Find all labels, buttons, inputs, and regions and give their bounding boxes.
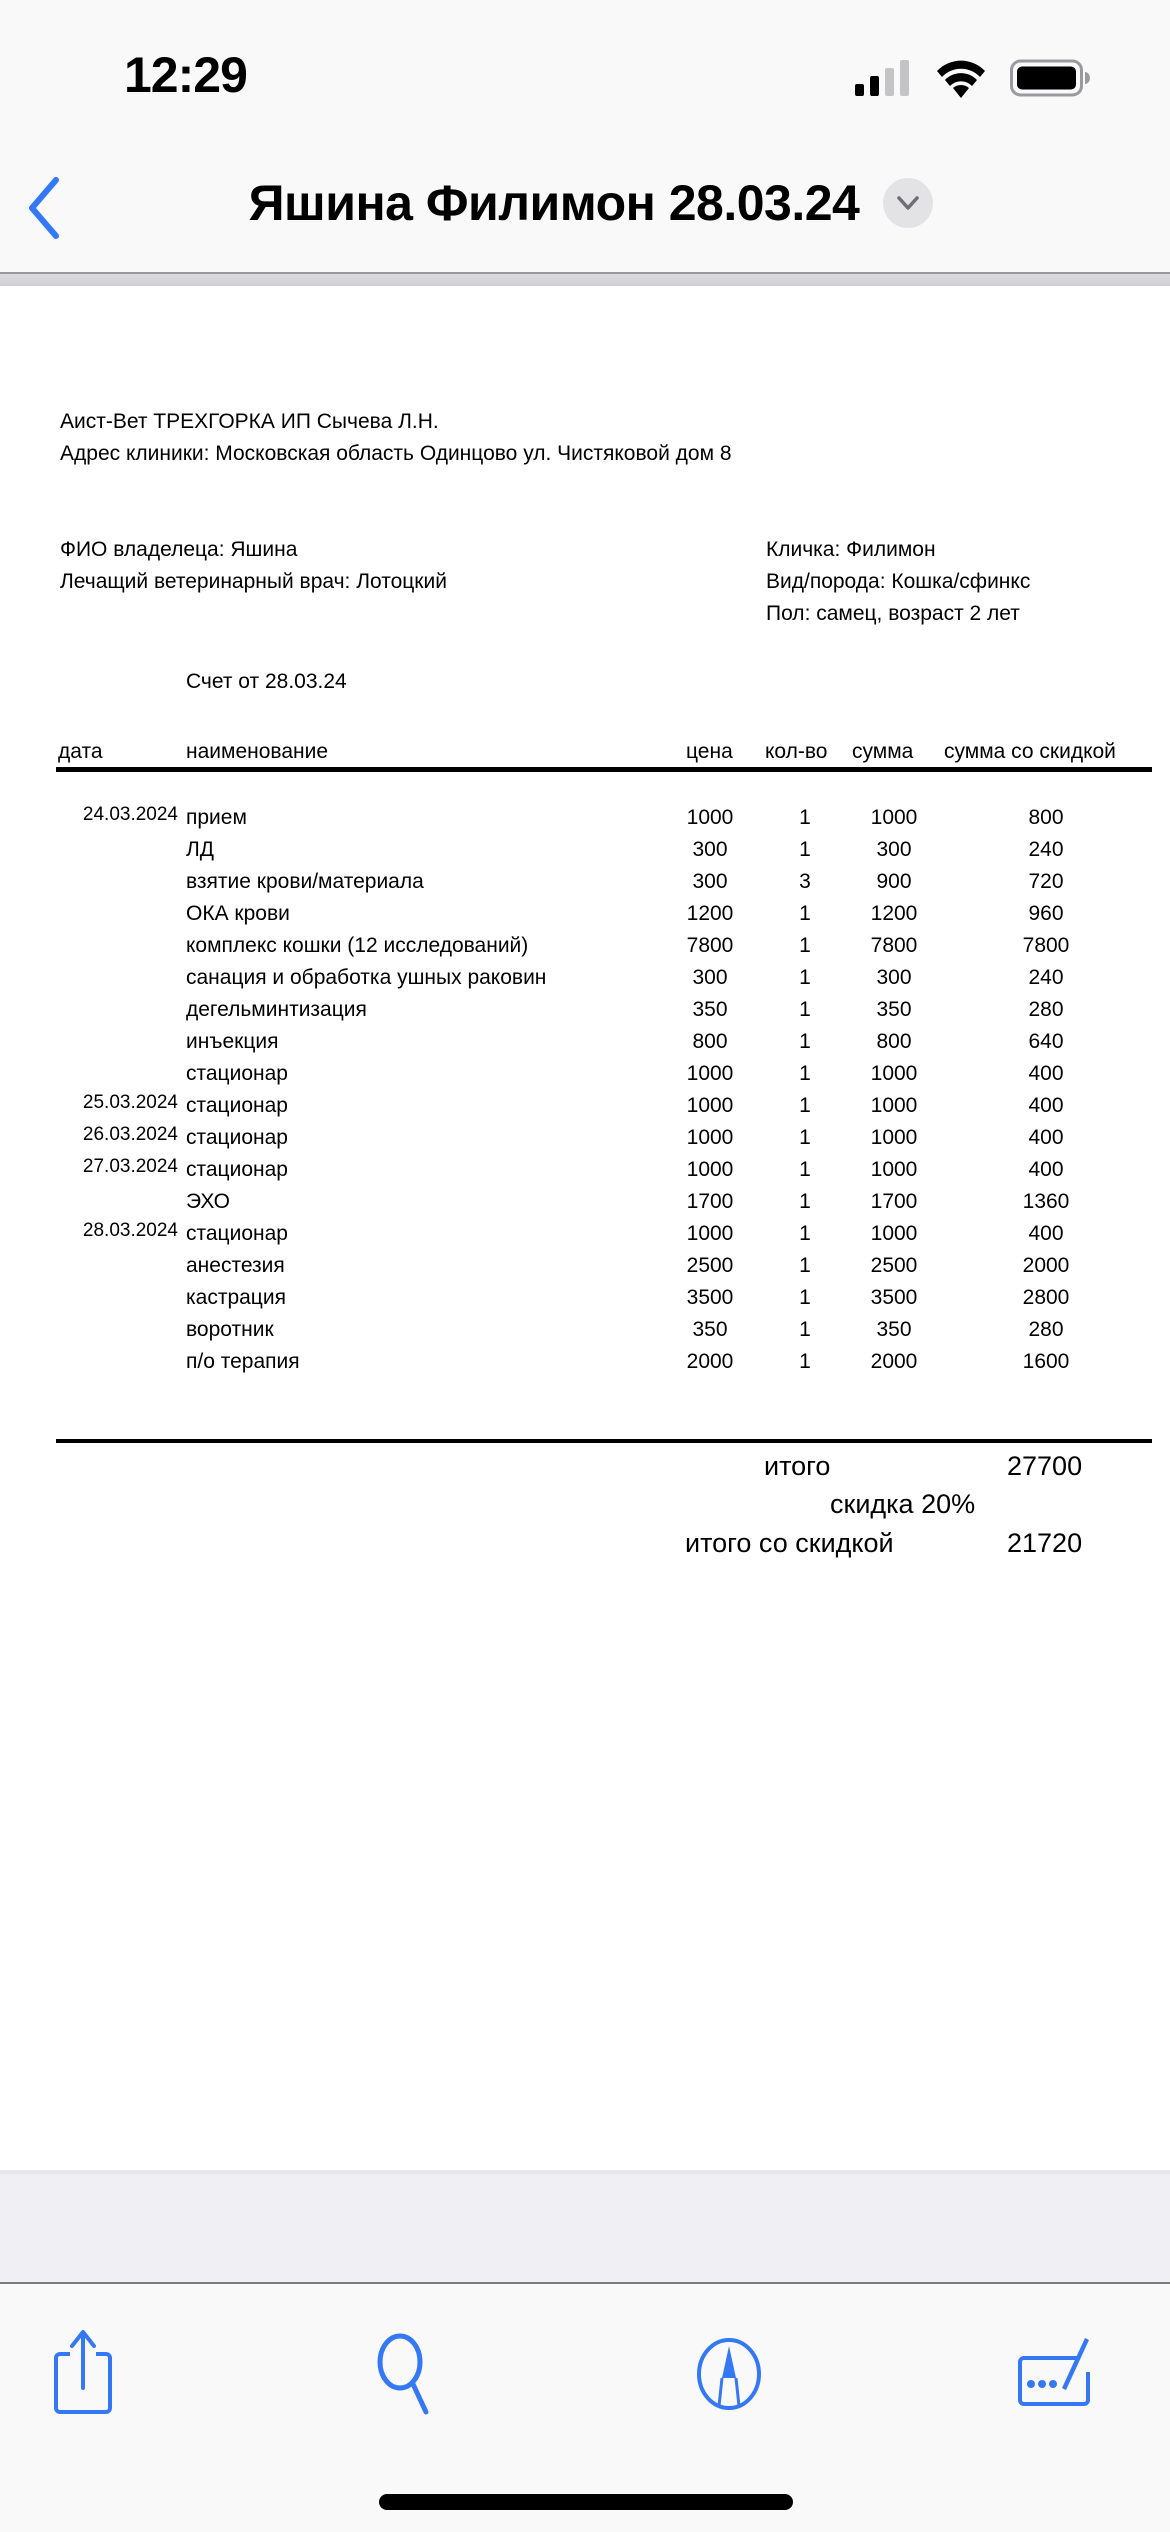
cell-sum: 1000 xyxy=(870,1062,918,1085)
cell-discounted-sum: 240 xyxy=(1028,838,1064,861)
cell-sum: 800 xyxy=(876,1030,912,1053)
cell-name: дегельминтизация xyxy=(186,998,367,1021)
cell-discounted-sum: 280 xyxy=(1028,998,1064,1021)
cell-qty: 1 xyxy=(799,1126,811,1149)
cell-date: 26.03.2024 xyxy=(82,1124,178,1145)
signature-icon[interactable] xyxy=(1010,2326,1100,2416)
cell-name: кастрация xyxy=(186,1286,286,1309)
cell-price: 1000 xyxy=(686,1062,734,1085)
cell-price: 1200 xyxy=(686,902,734,925)
cell-qty: 3 xyxy=(799,870,811,893)
cell-name: стационар xyxy=(186,1062,288,1085)
cellular-signal-icon xyxy=(855,60,915,96)
cell-qty: 1 xyxy=(799,1094,811,1117)
pet-sex-age: Пол: самец, возраст 2 лет xyxy=(766,602,1020,625)
cell-price: 1000 xyxy=(686,1158,734,1181)
cell-qty: 1 xyxy=(799,806,811,829)
cell-sum: 1200 xyxy=(870,902,918,925)
cell-name: анестезия xyxy=(186,1254,285,1277)
cell-sum: 1700 xyxy=(870,1190,918,1213)
cell-qty: 1 xyxy=(799,934,811,957)
page-background xyxy=(0,2170,1170,2282)
share-icon[interactable] xyxy=(40,2326,130,2416)
cell-discounted-sum: 400 xyxy=(1028,1126,1064,1149)
cell-qty: 1 xyxy=(799,1062,811,1085)
cell-qty: 1 xyxy=(799,1318,811,1341)
cell-price: 1700 xyxy=(686,1190,734,1213)
cell-name: взятие крови/материала xyxy=(186,870,424,893)
cell-price: 3500 xyxy=(686,1286,734,1309)
home-indicator[interactable] xyxy=(379,2494,793,2510)
cell-price: 1000 xyxy=(686,806,734,829)
header-sum: сумма xyxy=(852,740,914,763)
cell-sum: 1000 xyxy=(870,1126,918,1149)
cell-qty: 1 xyxy=(799,1190,811,1213)
cell-discounted-sum: 1600 xyxy=(1022,1350,1070,1373)
cell-discounted-sum: 280 xyxy=(1028,1318,1064,1341)
cell-sum: 2000 xyxy=(870,1350,918,1373)
cell-date: 27.03.2024 xyxy=(82,1156,178,1177)
pet-breed: Вид/порода: Кошка/сфинкс xyxy=(766,570,1031,593)
cell-discounted-sum: 720 xyxy=(1028,870,1064,893)
cell-discounted-sum: 2800 xyxy=(1022,1286,1070,1309)
cell-name: стационар xyxy=(186,1222,288,1245)
cell-discounted-sum: 960 xyxy=(1028,902,1064,925)
cell-name: комплекс кошки (12 исследований) xyxy=(186,934,529,957)
header-name: наименование xyxy=(186,740,329,763)
cell-name: воротник xyxy=(186,1318,274,1341)
cell-name: стационар xyxy=(186,1158,288,1181)
clinic-address: Адрес клиники: Московская область Одинцово ул. Чистяковой дом 8 xyxy=(60,442,732,465)
cell-price: 800 xyxy=(692,1030,728,1053)
pet-name: Кличка: Филимон xyxy=(766,538,936,561)
cell-price: 350 xyxy=(692,998,728,1021)
chevron-down-icon xyxy=(896,195,920,211)
cell-sum: 7800 xyxy=(870,934,918,957)
cell-discounted-sum: 800 xyxy=(1028,806,1064,829)
cell-price: 2000 xyxy=(686,1350,734,1373)
clinic-name: Аист-Вет ТРЕХГОРКА ИП Сычева Л.Н. xyxy=(60,410,439,433)
total-discounted-label: итого со скидкой xyxy=(685,1528,894,1558)
cell-qty: 1 xyxy=(799,966,811,989)
cell-name: санация и обработка ушных раковин xyxy=(186,966,547,989)
markup-pen-icon[interactable] xyxy=(684,2326,774,2416)
cell-sum: 300 xyxy=(876,838,912,861)
cell-qty: 1 xyxy=(799,1286,811,1309)
cell-name: п/о терапия xyxy=(186,1350,300,1373)
header-divider xyxy=(56,767,1152,772)
pdf-page[interactable] xyxy=(0,286,1170,2170)
cell-sum: 350 xyxy=(876,998,912,1021)
cell-price: 350 xyxy=(692,1318,728,1341)
cell-name: ЛД xyxy=(186,838,215,861)
cell-sum: 1000 xyxy=(870,1222,918,1245)
cell-qty: 1 xyxy=(799,1254,811,1277)
cell-price: 300 xyxy=(692,966,728,989)
total-value: 27700 xyxy=(1007,1451,1083,1481)
cell-discounted-sum: 1360 xyxy=(1022,1190,1070,1213)
cell-sum: 900 xyxy=(876,870,912,893)
cell-discounted-sum: 400 xyxy=(1028,1062,1064,1085)
cell-date: 24.03.2024 xyxy=(82,804,178,825)
cell-qty: 1 xyxy=(799,1030,811,1053)
cell-name: ОКА крови xyxy=(186,902,290,925)
search-icon[interactable] xyxy=(360,2326,450,2416)
cell-price: 2500 xyxy=(686,1254,734,1277)
owner-name: ФИО владелеца: Яшина xyxy=(60,538,298,561)
cell-name: стационар xyxy=(186,1126,288,1149)
cell-qty: 1 xyxy=(799,1158,811,1181)
status-time: 12:29 xyxy=(124,47,247,103)
cell-price: 1000 xyxy=(686,1222,734,1245)
header-date: дата xyxy=(58,740,103,763)
cell-discounted-sum: 7800 xyxy=(1022,934,1070,957)
total-label: итого xyxy=(764,1451,831,1481)
cell-qty: 1 xyxy=(799,838,811,861)
cell-qty: 1 xyxy=(799,1350,811,1373)
document-title[interactable]: Яшина Филимон 28.03.24 xyxy=(248,175,860,231)
header-qty: кол-во xyxy=(765,740,828,763)
cell-discounted-sum: 400 xyxy=(1028,1094,1064,1117)
cell-date: 28.03.2024 xyxy=(82,1220,178,1241)
cell-price: 300 xyxy=(692,870,728,893)
cell-name: инъекция xyxy=(186,1030,279,1053)
cell-discounted-sum: 400 xyxy=(1028,1222,1064,1245)
total-discounted-value: 21720 xyxy=(1007,1528,1083,1558)
cell-price: 7800 xyxy=(686,934,734,957)
document-title-container xyxy=(0,174,1170,232)
cell-date: 25.03.2024 xyxy=(82,1092,178,1113)
cell-price: 1000 xyxy=(686,1126,734,1149)
cell-sum: 1000 xyxy=(870,1158,918,1181)
cell-qty: 1 xyxy=(799,1222,811,1245)
header-price: цена xyxy=(686,740,733,763)
cell-name: стационар xyxy=(186,1094,288,1117)
wifi-icon xyxy=(935,58,987,98)
cell-price: 300 xyxy=(692,838,728,861)
cell-discounted-sum: 2000 xyxy=(1022,1254,1070,1277)
cell-sum: 1000 xyxy=(870,1094,918,1117)
page-top-shadow xyxy=(0,274,1170,286)
cell-name: ЭХО xyxy=(186,1190,231,1213)
cell-qty: 1 xyxy=(799,998,811,1021)
header-discounted-sum: сумма со скидкой xyxy=(944,740,1116,763)
title-menu-button[interactable] xyxy=(883,178,933,228)
cell-sum: 2500 xyxy=(870,1254,918,1277)
battery-icon xyxy=(1010,58,1092,98)
cell-sum: 300 xyxy=(876,966,912,989)
doctor-name: Лечащий ветеринарный врач: Лотоцкий xyxy=(60,570,447,593)
cell-name: прием xyxy=(186,806,247,829)
cell-discounted-sum: 240 xyxy=(1028,966,1064,989)
cell-sum: 350 xyxy=(876,1318,912,1341)
cell-qty: 1 xyxy=(799,902,811,925)
cell-price: 1000 xyxy=(686,1094,734,1117)
cell-sum: 1000 xyxy=(870,806,918,829)
invoice-title: Счет от 28.03.24 xyxy=(186,670,347,693)
cell-discounted-sum: 640 xyxy=(1028,1030,1064,1053)
discount-label: скидка 20% xyxy=(830,1489,976,1519)
cell-sum: 3500 xyxy=(870,1286,918,1309)
status-bar xyxy=(0,0,1170,150)
totals-divider xyxy=(56,1439,1152,1443)
cell-discounted-sum: 400 xyxy=(1028,1158,1064,1181)
